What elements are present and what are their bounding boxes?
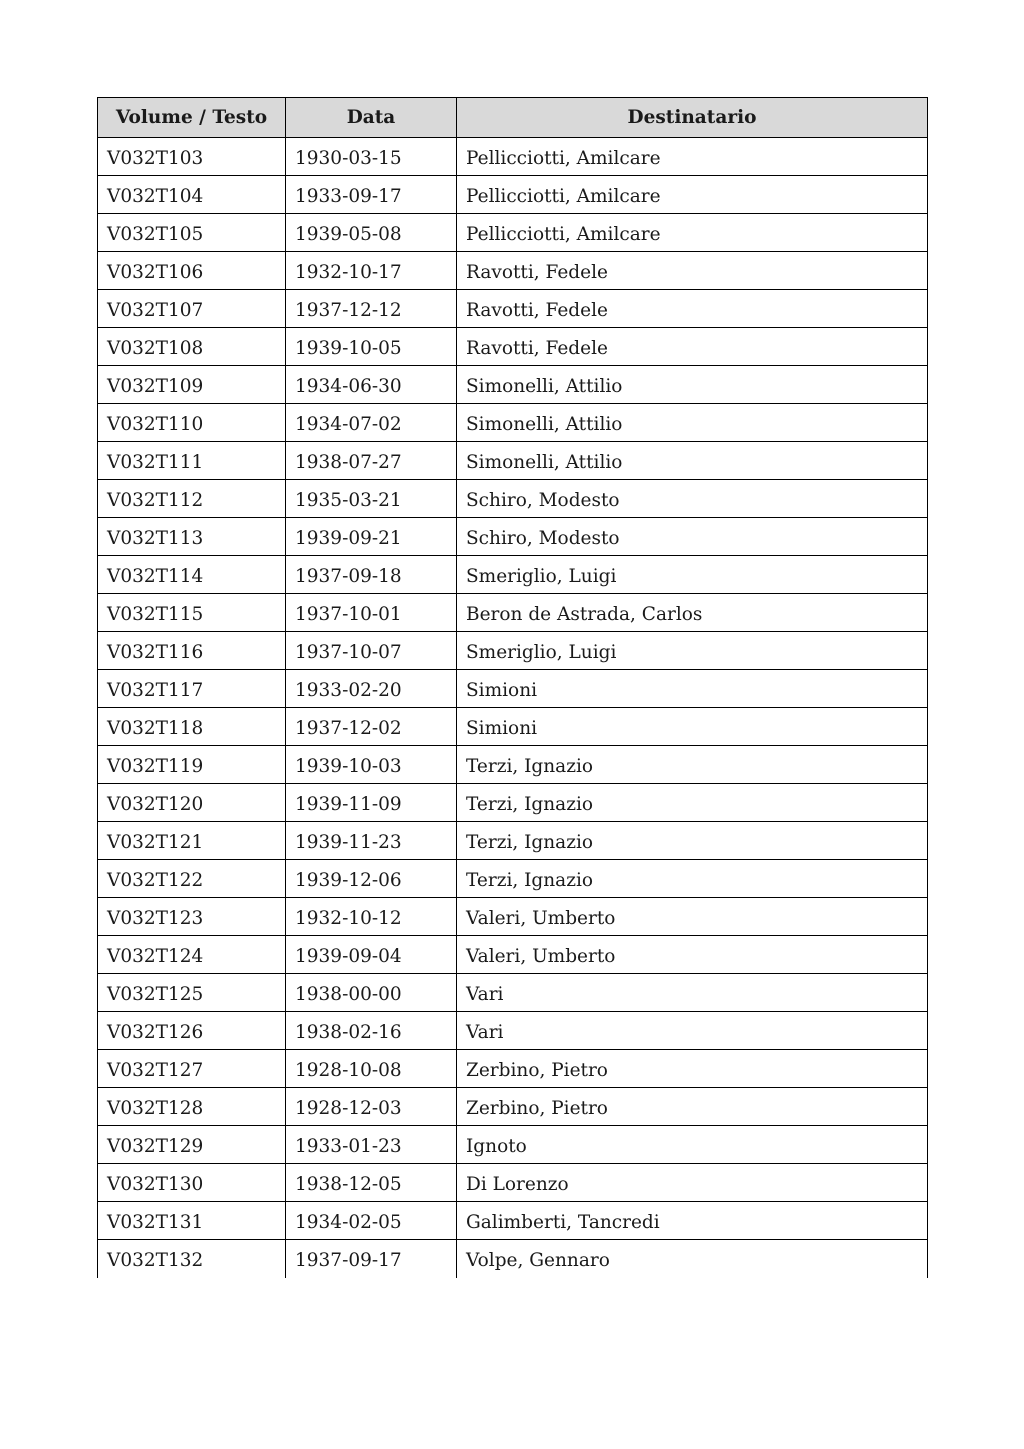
cell-volume-testo: V032T120 [98,784,286,822]
cell-volume-testo: V032T104 [98,176,286,214]
table-row [98,1012,928,1050]
table-row [98,138,928,176]
table-row [98,974,928,1012]
table-row [98,1088,928,1126]
cell-destinatario: Schiro, Modesto [457,518,928,556]
table-row [98,594,928,632]
cell-data: 1934-06-30 [286,366,457,404]
table-row [98,1126,928,1164]
header-volume-testo: Volume / Testo [98,98,286,138]
table-row [98,632,928,670]
cell-data: 1938-02-16 [286,1012,457,1050]
table-row [98,936,928,974]
cell-destinatario: Terzi, Ignazio [457,746,928,784]
cell-destinatario: Zerbino, Pietro [457,1088,928,1126]
cell-volume-testo: V032T105 [98,214,286,252]
cell-volume-testo: V032T112 [98,480,286,518]
cell-volume-testo: V032T122 [98,860,286,898]
cell-destinatario: Valeri, Umberto [457,898,928,936]
cell-destinatario: Vari [457,974,928,1012]
cell-data: 1939-12-06 [286,860,457,898]
cell-destinatario: Ravotti, Fedele [457,290,928,328]
cell-volume-testo: V032T129 [98,1126,286,1164]
table-row [98,214,928,252]
cell-volume-testo: V032T117 [98,670,286,708]
cell-data: 1939-11-23 [286,822,457,860]
cell-data: 1937-10-07 [286,632,457,670]
cell-volume-testo: V032T115 [98,594,286,632]
cell-destinatario: Valeri, Umberto [457,936,928,974]
cell-data: 1937-09-18 [286,556,457,594]
cell-destinatario: Simonelli, Attilio [457,404,928,442]
table-row [98,1240,928,1278]
header-data: Data [286,98,457,138]
cell-volume-testo: V032T128 [98,1088,286,1126]
cell-volume-testo: V032T125 [98,974,286,1012]
cell-volume-testo: V032T116 [98,632,286,670]
table-row [98,1164,928,1202]
table-row [98,176,928,214]
table-row [98,1202,928,1240]
table-row [98,518,928,556]
cell-destinatario: Terzi, Ignazio [457,784,928,822]
cell-destinatario: Pellicciotti, Amilcare [457,214,928,252]
cell-data: 1928-10-08 [286,1050,457,1088]
cell-volume-testo: V032T123 [98,898,286,936]
cell-volume-testo: V032T113 [98,518,286,556]
cell-data: 1937-12-02 [286,708,457,746]
cell-destinatario: Simonelli, Attilio [457,366,928,404]
table-row [98,480,928,518]
cell-data: 1939-10-05 [286,328,457,366]
header-row [98,98,928,138]
cell-data: 1932-10-17 [286,252,457,290]
cell-data: 1938-00-00 [286,974,457,1012]
cell-volume-testo: V032T110 [98,404,286,442]
cell-volume-testo: V032T106 [98,252,286,290]
cell-destinatario: Schiro, Modesto [457,480,928,518]
letters-table [97,97,928,1278]
cell-data: 1938-12-05 [286,1164,457,1202]
cell-volume-testo: V032T131 [98,1202,286,1240]
cell-data: 1939-11-09 [286,784,457,822]
cell-destinatario: Terzi, Ignazio [457,860,928,898]
cell-destinatario: Volpe, Gennaro [457,1240,928,1278]
table-row [98,1050,928,1088]
table-row [98,556,928,594]
table-row [98,822,928,860]
cell-volume-testo: V032T108 [98,328,286,366]
cell-data: 1930-03-15 [286,138,457,176]
cell-data: 1932-10-12 [286,898,457,936]
cell-volume-testo: V032T127 [98,1050,286,1088]
table-row [98,784,928,822]
cell-destinatario: Pellicciotti, Amilcare [457,138,928,176]
cell-volume-testo: V032T103 [98,138,286,176]
cell-destinatario: Simioni [457,670,928,708]
cell-data: 1934-02-05 [286,1202,457,1240]
table-header [98,98,928,138]
cell-destinatario: Di Lorenzo [457,1164,928,1202]
cell-volume-testo: V032T118 [98,708,286,746]
cell-destinatario: Beron de Astrada, Carlos [457,594,928,632]
table-body [98,138,928,1278]
cell-volume-testo: V032T111 [98,442,286,480]
cell-data: 1939-10-03 [286,746,457,784]
cell-data: 1937-09-17 [286,1240,457,1278]
cell-data: 1938-07-27 [286,442,457,480]
cell-volume-testo: V032T130 [98,1164,286,1202]
cell-data: 1933-01-23 [286,1126,457,1164]
table-row [98,898,928,936]
table-row [98,290,928,328]
cell-volume-testo: V032T132 [98,1240,286,1278]
table-row [98,860,928,898]
cell-data: 1939-09-21 [286,518,457,556]
table-row [98,746,928,784]
cell-destinatario: Smeriglio, Luigi [457,632,928,670]
cell-destinatario: Terzi, Ignazio [457,822,928,860]
header-destinatario: Destinatario [457,98,928,138]
cell-volume-testo: V032T119 [98,746,286,784]
table-row [98,404,928,442]
cell-destinatario: Smeriglio, Luigi [457,556,928,594]
cell-destinatario: Ravotti, Fedele [457,252,928,290]
cell-volume-testo: V032T126 [98,1012,286,1050]
cell-data: 1939-05-08 [286,214,457,252]
table-row [98,442,928,480]
cell-volume-testo: V032T124 [98,936,286,974]
cell-destinatario: Ignoto [457,1126,928,1164]
cell-volume-testo: V032T109 [98,366,286,404]
cell-data: 1937-10-01 [286,594,457,632]
cell-destinatario: Pellicciotti, Amilcare [457,176,928,214]
cell-data: 1928-12-03 [286,1088,457,1126]
cell-volume-testo: V032T107 [98,290,286,328]
cell-destinatario: Simioni [457,708,928,746]
cell-volume-testo: V032T121 [98,822,286,860]
cell-data: 1935-03-21 [286,480,457,518]
table-row [98,366,928,404]
cell-data: 1933-09-17 [286,176,457,214]
table-row [98,670,928,708]
table-row [98,328,928,366]
cell-data: 1934-07-02 [286,404,457,442]
cell-destinatario: Galimberti, Tancredi [457,1202,928,1240]
cell-data: 1933-02-20 [286,670,457,708]
table-row [98,252,928,290]
cell-data: 1937-12-12 [286,290,457,328]
table-row [98,708,928,746]
cell-volume-testo: V032T114 [98,556,286,594]
cell-destinatario: Vari [457,1012,928,1050]
cell-destinatario: Zerbino, Pietro [457,1050,928,1088]
cell-data: 1939-09-04 [286,936,457,974]
cell-destinatario: Simonelli, Attilio [457,442,928,480]
cell-destinatario: Ravotti, Fedele [457,328,928,366]
